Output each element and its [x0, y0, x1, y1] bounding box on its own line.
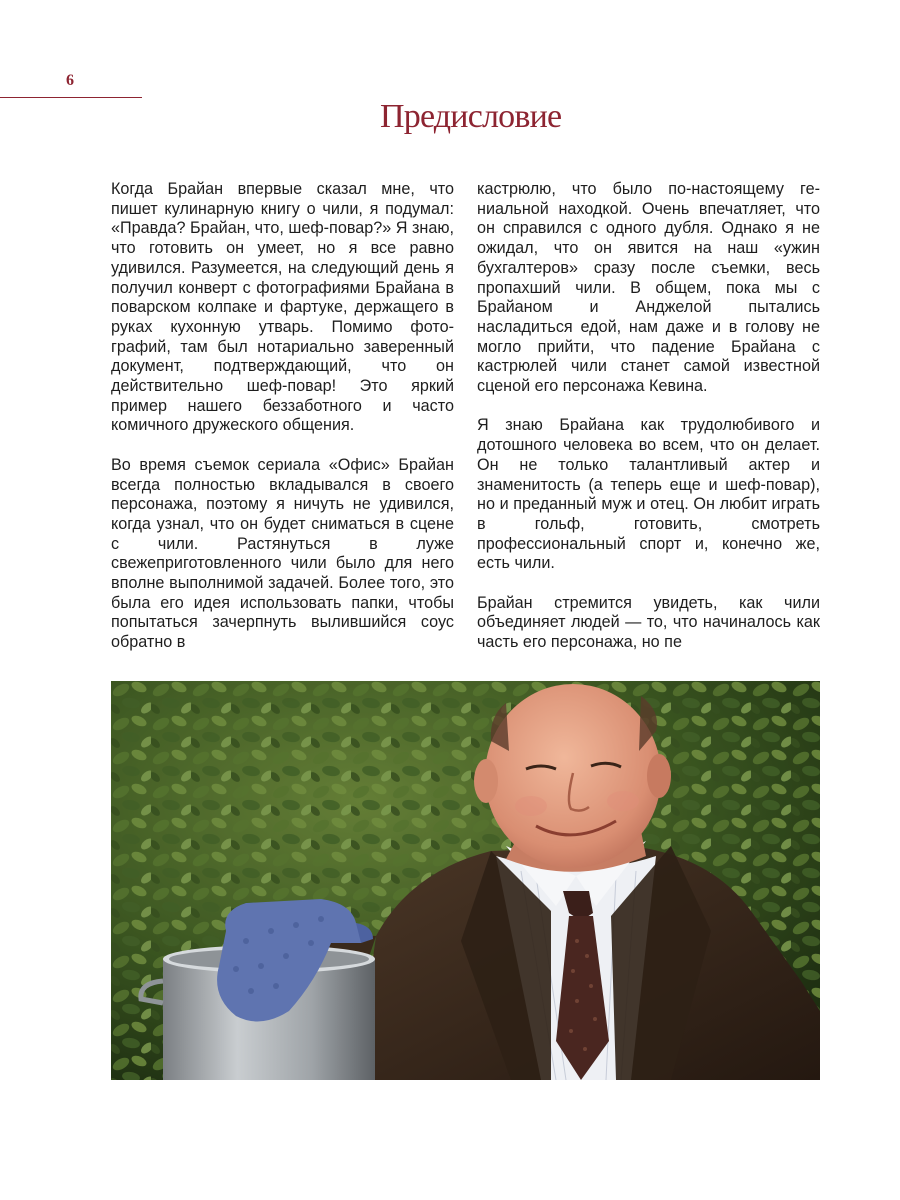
page-number: 6 — [66, 72, 74, 89]
header-rule — [0, 97, 142, 98]
paragraph: Брайан стремится увидеть, как чили объединяет людей — то, что начиналось как часть его персонажа, но пе — [477, 593, 820, 652]
page-title: Предисловие — [380, 98, 562, 135]
photo-man-with-chili-pot — [111, 681, 820, 1080]
right-text-column — [477, 180, 820, 673]
paragraph: Во время съемок сериала «Офис» Брайан всегда полностью вкладывался в своего персонажа, поэтому я ничуть не удивился, когда узнал, что он будет сниматься в сцене с чили. Растянуться в луже свежеприготовленного чили было для него вполне выполнимой задачей. Более того, это была его идея использовать папки, чтобы попытаться зачерпнуть вылившийся соус обратно в — [111, 455, 454, 652]
left-text-column — [111, 180, 454, 673]
paragraph: кастрюлю, что было по-настоящему гениальной находкой. Очень впечатляет, что он справился с одного дубля. Однако я не ожидал, что он явится на наш «ужин бухгалтеров» сразу после съемки, весь пропахший чили. В общем, пока мы с Брайаном и Анджелой пытались насладиться едой, нам даже и в голову не могло прийти, что падение Брайана с кастрюлей чили станет самой известной сценой его персонажа Кевина. — [477, 180, 820, 396]
paragraph: Я знаю Брайана как трудолюбивого и дотошного человека во всем, что он делает. Он не только талантливый актер и знаменитость (а теперь еще и шеф-повар), но и преданный муж и отец. Он любит играть в гольф, готовить, смотреть профессиональный спорт и, конечно же, есть чили. — [477, 416, 820, 573]
paragraph: Когда Брайан впервые сказал мне, что пишет кулинарную книгу о чили, я подумал: «Правда? Брайан, что, шеф-повар?» Я знаю, что готовить он умеет, но я все равно удивился. Разумеется, на следующий день я получил конверт с фотографиями Брайана в поварском колпаке и фартуке, держащего в руках кухонную утварь. Помимо фотографий, там был нотариально заверенный документ, подтверждающий, что он действительно шеф-повар! Это яркий пример нашего беззаботного и часто комичного дружеского общения. — [111, 180, 454, 435]
